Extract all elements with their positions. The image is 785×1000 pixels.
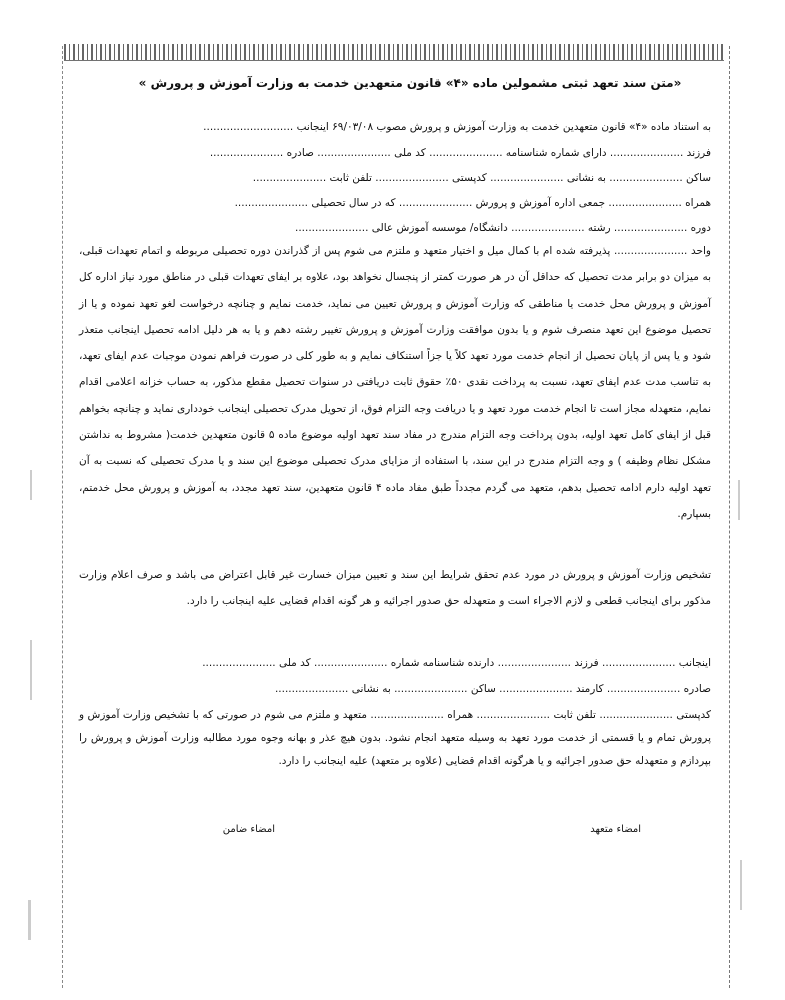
- fill-line-3: ساکن ...................... به نشانی ...................... کدپستی ...................... تلفن ثابت ......................: [252, 172, 711, 184]
- guarantor-signature-label: امضاء ضامن: [222, 824, 275, 835]
- document-title: «متن سند تعهد ثبتی مشمولین ماده «۴» قانون متعهدین خدمت به وزارت آموزش و پرورش »: [138, 76, 682, 90]
- fill-line-2: فرزند ...................... دارای شماره شناسنامه ...................... کد ملی ...................... صادره ......................: [209, 147, 711, 159]
- scan-artifact: [28, 900, 31, 940]
- scan-artifact: [30, 470, 32, 500]
- obligor-signature-label: امضاء متعهد: [590, 824, 641, 835]
- guarantor-line-2: صادره ...................... کارمند ...................... ساکن ...................... به نشانی ......................: [274, 683, 711, 695]
- guarantor-paragraph: کدپستی ...................... تلفن ثابت ...................... همراه ...................... متعهد و ملتزم می شوم در صورتی که با تشخیص وزارت آموزش و پرورش تمام و یا قسمتی از خدمت مورد تعهد به وسیله متعهد انجام نشود. بدون هیچ عذر و بهانه وجوه مورد مطالبه وزارت آموزش و پرورش را بپردازم و متعهدله حق صدور اجرائیه و یا هرگونه اقدام قضایی (علاوه بر متعهد) علیه اینجانب را دارد.: [79, 709, 711, 767]
- fill-line-5: دوره ...................... رشته ...................... دانشگاه/ موسسه آموزش عالی ......................: [294, 222, 711, 234]
- fill-line-1: به استناد ماده «۴» قانون متعهدین خدمت به وزارت آموزش و پرورش مصوب ۶۹/۰۳/۰۸ اینجانب ...........................: [203, 121, 711, 133]
- scan-artifact: [738, 480, 740, 520]
- scan-artifact: [740, 860, 742, 910]
- guarantor-line-1: اینجانب ...................... فرزند ...................... دارنده شناسنامه شماره ...................... کد ملی ......................: [202, 657, 711, 669]
- assessment-paragraph: تشخیص وزارت آموزش و پرورش در مورد عدم تحقق شرایط این سند و تعیین میزان خسارت غیر قابل اعتراض می باشد و صرف اعلام وزارت مذکور برای اینجانب قطعی و لازم الاجراء است و متعهدله حق صدور اجرائیه و هر گونه اقدام قضایی علیه اینجانب را دارد.: [79, 569, 711, 607]
- scan-artifact: [30, 640, 32, 700]
- fill-line-4: همراه ...................... جمعی اداره آموزش و پرورش ...................... که در سال تحصیلی ......................: [234, 197, 711, 209]
- main-paragraph: واحد ...................... پذیرفته شده ام با کمال میل و اختیار متعهد و ملتزم می شوم پس از گذراندن دوره تحصیلی مربوطه و اتمام تعهدات قبلی، به میزان دو برابر مدت تحصیل که حداقل آن در هر صورت کمتر از پنجسال نخواهد بود، علاوه بر ایفای تعهدات قبلی در مناطق مورد نیاز اداره کل آموزش و پرورش محل خدمت یا مناطقی که وزارت آموزش و پرورش تعیین می نماید، خدمت نمایم و چنانچه درخواست لغو تعهد نموده و یا از تحصیل موضوع این تعهد منصرف شوم و یا بدون موافقت وزارت آموزش و پرورش تغییر رشته دهم و یا به هر دلیل ادامه تحصیل اینجانب متعذر شود و یا پس از پایان تحصیل از انجام خدمت مورد تعهد کلاً یا جزاً استنکاف نمایم و به طور کلی در صورت فراهم نمودن موجبات عدم ایفای تعهد، به تناسب مدت عدم ایفای تعهد، نسبت به پرداخت نقدی ۵۰٪ حقوق ثابت دریافتی در سنوات تحصیل مقطع مذکور، به حساب خزانه اعلامی اقدام نمایم، متعهدله مجاز است تا انجام خدمت مورد تعهد و یا دریافت وجه التزام فوق، از تحویل مدرک تحصیلی اینجانب خودداری نماید و چنانچه بخواهم قبل از ایفای کامل تعهد اولیه، بدون پرداخت وجه التزام مندرج در مفاد سند تعهد اولیه موضوع ماده ۵ قانون متعهدین خدمت( مشروط به نداشتن مشکل نظام وظیفه ) و وجه التزام مندرج در این سند، با استفاده از مزایای مدرک تحصیلی موضوع این سند و یا مدرک تحصیلی که نسبت به آن تعهد اولیه دارم ادامه تحصیل بدهم، متعهد می گردم مجدداً طبق مفاد ماده ۴ قانون متعهدین، سند تعهد مجدد، به آموزش و پرورش محل خدمتم، بسپارم.: [79, 245, 711, 520]
